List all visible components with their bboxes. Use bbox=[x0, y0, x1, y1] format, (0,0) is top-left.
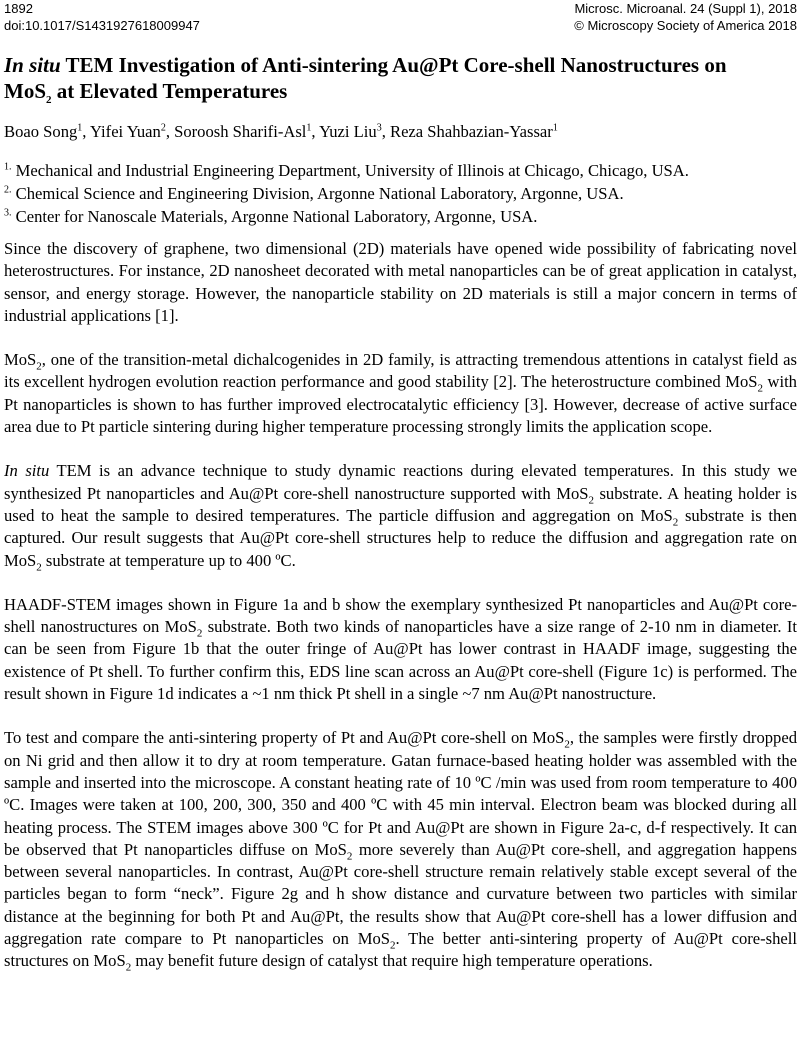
text-run: may benefit future design of catalyst that require high temperature operations. bbox=[131, 951, 653, 971]
paper-title bbox=[4, 52, 797, 107]
title-part2a: MoS bbox=[4, 79, 46, 103]
paragraph-mos2 bbox=[4, 349, 797, 438]
title-subscript: 2 bbox=[46, 94, 52, 107]
author: Reza Shahbazian-Yassar bbox=[390, 122, 553, 141]
subscript: 2 bbox=[36, 560, 42, 573]
affiliation bbox=[4, 205, 797, 228]
author-affiliation-mark: 1 bbox=[306, 122, 312, 134]
text-run: , one of the transition-metal dichalcogenides in 2D family, is attracting tremendous attentions in catalyst field as its excellent hydrogen evolution reaction performance and good stability [2]. The heterostructure combined MoS bbox=[4, 350, 797, 392]
subscript: 2 bbox=[346, 850, 353, 863]
italic-run: In situ bbox=[4, 461, 50, 481]
subscript: 2 bbox=[588, 493, 594, 506]
page-number: 1892 bbox=[4, 1, 33, 16]
subscript: 2 bbox=[390, 939, 396, 952]
subscript: 2 bbox=[125, 961, 132, 974]
text-run: TEM is an advance technique to study dynamic reactions during elevated temperatures. In this study we synthesized Pt nanoparticles and Au@Pt core-shell nanostructure supported with MoS bbox=[4, 461, 797, 503]
affiliation-mark: 1. bbox=[4, 161, 12, 173]
author-affiliation-mark: 1 bbox=[552, 122, 558, 134]
author: Boao Song bbox=[4, 122, 78, 141]
text-run: HAADF-STEM images shown in Figure 1a and b show the exemplary synthesized Pt nanoparticles and Au@Pt core-shell nanostructures on MoS bbox=[4, 594, 797, 637]
author-separator: , bbox=[82, 122, 90, 141]
title-part2b: at Elevated Temperatures bbox=[51, 79, 288, 103]
paper-body bbox=[4, 238, 797, 973]
affiliation bbox=[4, 159, 797, 182]
affiliation-list bbox=[4, 159, 797, 228]
affiliation-mark: 3. bbox=[4, 207, 12, 219]
author: Yuzi Liu bbox=[319, 122, 377, 141]
subscript: 2 bbox=[757, 382, 763, 395]
text-run: substrate at temperature up to 400 ºC. bbox=[41, 550, 296, 570]
paragraph-haadf bbox=[4, 594, 797, 705]
text-run: substrate. A heating holder is used to heat the sample to desired temperatures. The particle diffusion and aggregation on MoS bbox=[4, 483, 797, 525]
author: Soroosh Sharifi-Asl bbox=[174, 122, 307, 141]
paragraph-anti-sintering bbox=[4, 727, 797, 972]
text-run: MoS bbox=[4, 350, 37, 370]
author-separator: , bbox=[381, 122, 390, 141]
copyright: © Microscopy Society of America 2018 bbox=[574, 18, 797, 33]
affiliation-text: Chemical Science and Engineering Division, Argonne National Laboratory, Argonne, USA. bbox=[11, 184, 624, 203]
text-run: To test and compare the anti-sintering property of Pt and Au@Pt core-shell on MoS bbox=[4, 728, 565, 748]
text-run: substrate is then captured. Our result suggests that Au@Pt core-shell structures help to reduce the diffusion and aggregation rate on MoS bbox=[4, 505, 797, 570]
author-separator: , bbox=[165, 122, 175, 141]
title-part1: TEM Investigation of Anti-sintering Au@Pt Core-shell Nanostructures on bbox=[60, 53, 727, 77]
author-affiliation-mark: 1 bbox=[77, 122, 83, 134]
subscript: 2 bbox=[196, 627, 203, 640]
running-header bbox=[4, 0, 797, 34]
affiliation-text: Mechanical and Industrial Engineering Department, University of Illinois at Chicago, Chicago, USA. bbox=[11, 161, 689, 180]
title-italic: In situ bbox=[4, 53, 61, 77]
text-run: with Pt nanoparticles is shown to has further improved electrocatalytic efficiency [3]. However, decrease of active surface area due to Pt particle sintering during higher temperature processing strongly limits the application scope. bbox=[4, 372, 797, 437]
author-list bbox=[4, 122, 797, 142]
author-separator: , bbox=[311, 122, 320, 141]
subscript: 2 bbox=[564, 738, 570, 751]
author-affiliation-mark: 2 bbox=[160, 122, 166, 134]
affiliation-text: Center for Nanoscale Materials, Argonne National Laboratory, Argonne, USA. bbox=[11, 207, 538, 226]
author-affiliation-mark: 3 bbox=[376, 122, 382, 134]
text-run: substrate. Both two kinds of nanoparticles have a size range of 2-10 nm in diameter. It can be seen from Figure 1b that the outer fringe of Au@Pt has lower contrast in HAADF image, suggesting the existence of Pt shell. To further confirm this, EDS line scan across an Au@Pt core-shell (Figure 1c) is performed. The result shown in Figure 1d indicates a ~1 nm thick Pt shell in a single ~7 nm Au@Pt nanostructure. bbox=[4, 617, 797, 704]
text-run: , the samples were firstly dropped on Ni grid and then allow it to dry at room temperature. Gatan furnace-based heating holder was assembled with the sample and inserted into the microscope. A constant heating rate of 10 ºC /min was used from room temperature to 400 ºC. Images were taken at 100, 200, 300, 350 and 400 ºC with 45 min interval. Electron beam was blocked during all heating process. The STEM images above 300 ºC for Pt and Au@Pt are shown in Figure 2a-c, d-f respectively. It can be observed that Pt nanoparticles diffuse on MoS bbox=[4, 728, 797, 859]
subscript: 2 bbox=[672, 516, 679, 529]
affiliation bbox=[4, 182, 797, 205]
subscript: 2 bbox=[36, 360, 42, 373]
text-run: more severely than Au@Pt core-shell, and aggregation happens between several nanoparticles. In contrast, Au@Pt core-shell structure remain relatively stable except several of the particles began to form “neck”. Figure 2g and h show distance and curvature between two particles with similar distance at the beginning for both Pt and Au@Pt, the results show that Au@Pt core-shell has a lower diffusion and aggregation rate compare to Pt nanoparticles on MoS bbox=[4, 839, 797, 949]
paragraph-insitu bbox=[4, 460, 797, 571]
affiliation-mark: 2. bbox=[4, 184, 12, 196]
author: Yifei Yuan bbox=[89, 122, 161, 141]
doi[interactable]: doi:10.1017/S1431927618009947 bbox=[4, 18, 200, 33]
paragraph-intro: Since the discovery of graphene, two dimensional (2D) materials have opened wide possibility of fabricating novel heterostructures. For instance, 2D nanosheet decorated with metal nanoparticles can be of great application in catalyst, sensor, and energy storage. However, the nanoparticle stability on 2D materials is still a major concern in terms of industrial applications [1]. bbox=[4, 239, 797, 325]
journal-citation: Microsc. Microanal. 24 (Suppl 1), 2018 bbox=[574, 1, 797, 16]
text-run: . The better anti-sintering property of Au@Pt core-shell structures on MoS bbox=[4, 929, 797, 971]
